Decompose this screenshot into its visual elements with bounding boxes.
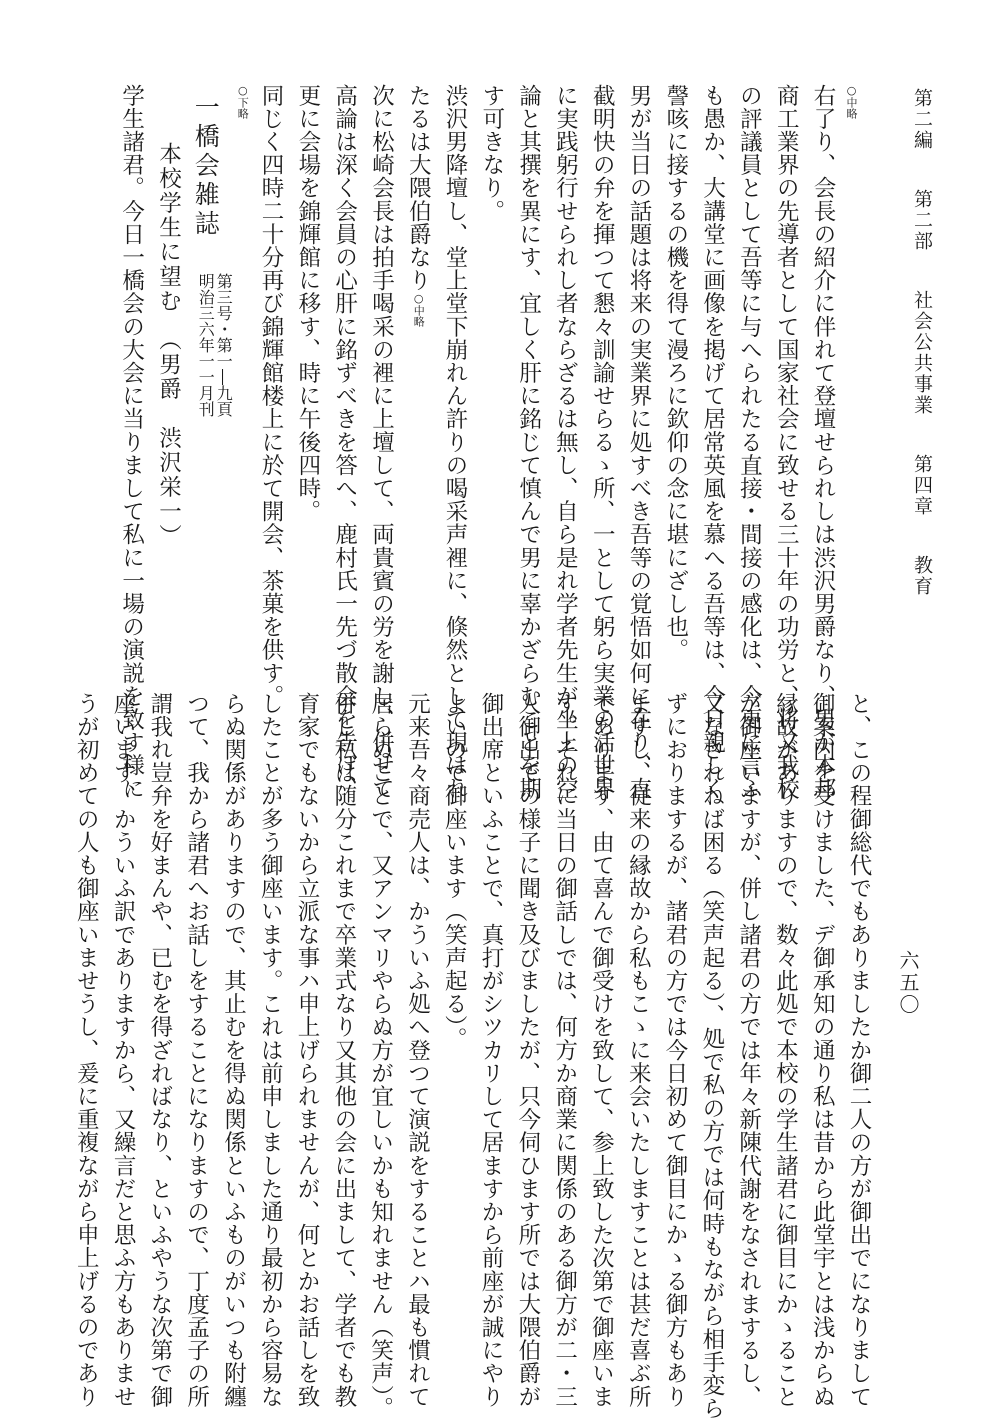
text-line: であります、由て喜んで御受けを致して、参上致した次第で御座いま (588, 692, 615, 1409)
source-meta (196, 273, 232, 417)
text-line: 元来吾々商売人は、かういふ処へ登つて演説をすることハ最も慣れて (404, 692, 431, 1409)
text-line: つて、我から諸君へお話しをすることになりますので、丁度孟子の所 (183, 692, 210, 1409)
text-line: 次に松崎会長は拍手喝采の裡に上壇して、両貴賓の労を謝し、併せて (368, 84, 395, 801)
text-line: 育家でもないから立派な事ハ申上げられませんが、何とかお話しを致 (294, 692, 321, 1409)
source-heading (186, 84, 232, 674)
text-line: が御座いますが、併し諸君の方では年々新陳代謝をなされまするし、 (735, 692, 762, 1409)
text-line: 併し私は随分これまで卒業式なり又其他の会に出まして、学者でも教 (330, 692, 357, 1409)
text-segment: 渋沢男降壇し、堂上堂下崩れん許りの喝采声裡に、倏然として現はれ (442, 84, 469, 801)
text-line: らぬ関係がありますので、其止むを得ぬ関係といふものがいつも附纏 (220, 692, 247, 1409)
text-line: の評議員として吾等に与へられたる直接・間接の感化は、今更に言ふ (736, 84, 763, 801)
source-title: 一橋会雑誌 (191, 94, 221, 239)
text-line: 高論は深く会員の心肝に銘ずべきを答へ、鹿村氏一先づ散会を告げ、 (331, 84, 358, 801)
text-line: うが初めての人も御座いませうし、爰に重複ながら申上げるのであり (73, 692, 100, 1409)
header-hen: 第二編 (911, 88, 933, 151)
text-line: 御案内を受けました、デ御承知の通り私は昔から此堂宇とは浅からぬ (809, 692, 836, 1409)
speech-title: 本校学生に望む (155, 142, 182, 314)
text-line: よいので御座います（笑声起る）。 (441, 692, 468, 1051)
text-line: したことが多う御座います。これは前申しました通り最初から容易な (257, 692, 284, 1409)
lower-text-block (67, 692, 877, 1420)
header-section: 社会公共事業 (911, 290, 933, 417)
text-line: 座います、かういふ訳でありますから、又繰言だと思ふ方もありませ (110, 692, 137, 1409)
header-chapter: 第四章 (911, 454, 933, 518)
page-number: 六五〇 (896, 950, 920, 1016)
text-line: 截明快の弁を揮つて懇々訓諭せらるゝ所、一として躬ら実業の活世界 (589, 84, 616, 801)
text-line: 右了り、会長の紹介に伴れて登壇せられしは渋沢男爵なり、男が本邦 (810, 84, 836, 801)
omission-note-inline: ○中略 (412, 291, 426, 327)
speech-heading (150, 84, 187, 674)
text-segment: たるは大隈伯爵なり (405, 84, 432, 292)
text-line: 又なされねば困る（笑声起る）、処で私の方では何時もながら相手変ら (698, 692, 725, 1420)
text-line: 同じく四時二十分再び錦輝館楼上に於て開会、茶菓を供す。 (258, 84, 285, 708)
text-line: 更に会場を錦輝館に移す、時に午後四時。 (294, 84, 321, 523)
text-line: す。それに当日の御話しでは、何方か商業に関係のある御方が二・三 (551, 692, 578, 1409)
speech-speaker: （男爵 渋沢栄一） (155, 327, 182, 548)
upper-text-block (113, 84, 861, 801)
text-line: 謂我れ豈弁を好まんや、已むを得ざればなり、といふやうな次第で御 (146, 692, 173, 1409)
source-date: 明治三六年一一月刊 (196, 273, 216, 417)
text-line: 男が当日の話題は将来の実業界に処すべき吾等の覚悟如何に在り、直 (626, 84, 653, 801)
text-line: す可きなり。 (478, 84, 505, 223)
text-line: 縁故がありますので、数々此処で本校の学生諸君に御目にかゝること (772, 692, 799, 1409)
text-line: ずにおりまするが、諸君の方では今日初めて御目にかゝる御方もあり (662, 692, 689, 1409)
omission-note-top: ○中略 (845, 84, 858, 119)
omission-note-bottom: ○下略 (236, 84, 250, 119)
text-line: と、この程御総代でもありましたか御二人の方が御出でになりまして (846, 692, 872, 1409)
text-line: 居らぬことで、又アンマリやらぬ方が宜しいかも知れません（笑声）。 (367, 692, 394, 1420)
text-line (399, 84, 436, 674)
text-line: も愚か、大講堂に画像を掲げて居常英風を慕へる吾等は、今日親しく (699, 84, 726, 801)
text-line: に実践躬行せられし者ならざるは無し、自ら是れ学者先生が坐上の空 (552, 84, 579, 801)
source-issue: 第三号・第一―九頁 (214, 273, 234, 417)
header-chapter-title: 教育 (911, 555, 933, 598)
text-line: 学生諸君。今日一橋会の大会に当りまして私に一場の演説を致す様に (118, 84, 145, 801)
text-line: 商工業界の先導者として国家社会に致せる三十年の功労と、将又我校 (773, 84, 800, 801)
text-line (436, 84, 473, 801)
text-line: 人御出での様子に聞き及びましたが、只今伺ひます所では大隈伯爵が (514, 692, 541, 1409)
header-bu: 第二部 (911, 189, 933, 253)
text-line: ますし、従来の縁故から私もこゝに来会いたしますことは甚だ喜ぶ所 (625, 692, 652, 1409)
text-line: 謦咳に接するの機を得て漫ろに欽仰の念に堪にざし也。 (662, 84, 689, 662)
text-line: 御出席といふことで、真打がシツカリして居ますから前座が誠にやり (478, 692, 505, 1409)
text-line: 論と其撰を異にす、宜しく肝に銘じて慎んで男に辜かざらむことを期 (515, 84, 542, 801)
running-header (912, 88, 931, 597)
